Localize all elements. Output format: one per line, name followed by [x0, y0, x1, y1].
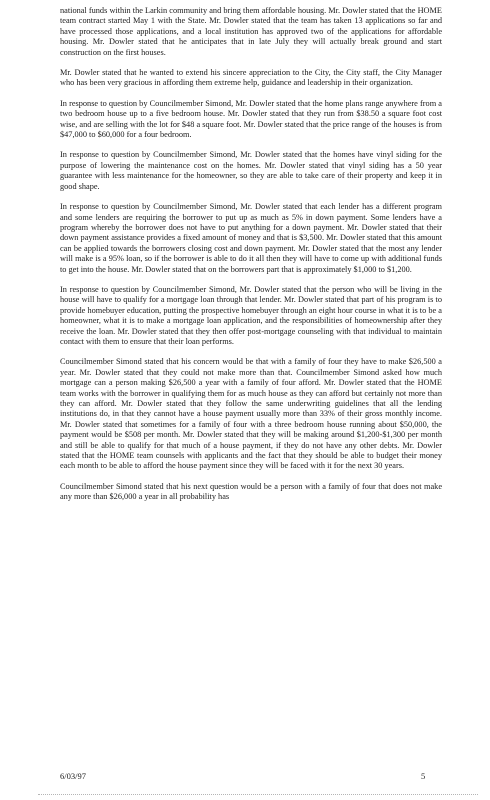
paragraph-8: Councilmember Simond stated that his next question would be a person with a family of four that does not make any more than $26,000 a year in all probability has — [60, 481, 442, 502]
footer-date: 6/03/97 — [60, 771, 86, 781]
paragraph-4: In response to question by Councilmember Simond, Mr. Dowler stated that the homes have vinyl siding for the purpose of lowering the maintenance cost on the homes. Mr. Dowler stated that vinyl siding has a 50 year guarantee with less maintenance for the homeowner, so they are able to take care of their property and keep it in good shape. — [60, 150, 442, 191]
scan-artifact-divider — [38, 794, 478, 797]
paragraph-3: In response to question by Councilmember Simond, Mr. Dowler stated that the home plans range anywhere from a two bedroom house up to a five bedroom house. Mr. Dowler stated that they run from $38.50 a square foot cost wise, and are selling with the lot for $48 a square foot. Mr. Dowler stated that the price range of the houses is from $47,000 to $60,000 for a four bedroom. — [60, 98, 442, 140]
paragraph-7: Councilmember Simond stated that his concern would be that with a family of four they have to make $26,500 a year. Mr. Dowler stated that they could not make more than that. Councilmember Simond asked how much mortgage can a person making $26,500 a year with a family of four afford. Mr. Dowler stated that the HOME team works with the borrower in qualifying them for as much house as they can afford but certainly not more than they can afford. Mr. Dowler stated that they follow the same underwriting guidelines that all the lending institutions do, in that they cannot have a house payment usually more than 33% of their gross monthly income. Mr. Dowler stated that sometimes for a family of four with a three bedroom house running about $50,000, the payment would be $508 per month. Mr. Dowler stated that they will be making around $1,200-$1,300 per month and still be able to qualify for that much of a house payment, if they do not have any other debts. Mr. Dowler stated that the HOME team counsels with applicants and the fact that they should be able to budget their money each month to be able to afford the house payment since they will be faced with it for the next 30 years. — [60, 357, 442, 471]
minutes-body — [60, 6, 442, 513]
paragraph-2: Mr. Dowler stated that he wanted to extend his sincere appreciation to the City, the City staff, the City Manager who has been very gracious in affording them extreme help, guidance and leadership in their organization. — [60, 68, 442, 88]
page-number: 5 — [421, 771, 426, 781]
paragraph-6: In response to question by Councilmember Simond, Mr. Dowler stated that the person who will be living in the house will have to qualify for a mortgage loan through that lender. Mr. Dowler stated that part of his program is to provide homebuyer education, putting the prospective homebuyer through an eight hour course in what it is to be a homeowner, what it is to make a mortgage loan application, and the responsibilities of homeownership after they receive the loan. Mr. Dowler stated that they then offer post-mortgage counseling with that individual to maintain contact with them to ensure that their loan performs. — [60, 284, 442, 346]
paragraph-5: In response to question by Councilmember Simond, Mr. Dowler stated that each lender has a different program and some lenders are requiring the borrower to put up as much as 5% in down payment. Some lenders have a program whereby the borrower does not have to put anything for a down payment. Mr. Dowler stated that their down payment assistance provides a fixed amount of money and that is $3,500. Mr. Dowler stated that this amount can be applied towards the borrowers closing cost and down payment. Mr. Dowler stated that the most any lender will make is a 95% loan, so if the borrower is able to do it all then they will have to come up with additional funds to get into the house. Mr. Dowler stated that on the borrowers part that is approximately $1,000 to $1,200. — [60, 202, 442, 274]
paragraph-1: national funds within the Larkin community and bring them affordable housing. Mr. Dowler stated that the HOME team contract started May 1 with the State. Mr. Dowler stated that the team has taken 13 applications so far and have processed those applications, and a local institution has approved two of the applications for affordable housing. Mr. Dowler stated that he anticipates that in late July they will actually break ground and start construction on the first houses. — [60, 6, 442, 57]
